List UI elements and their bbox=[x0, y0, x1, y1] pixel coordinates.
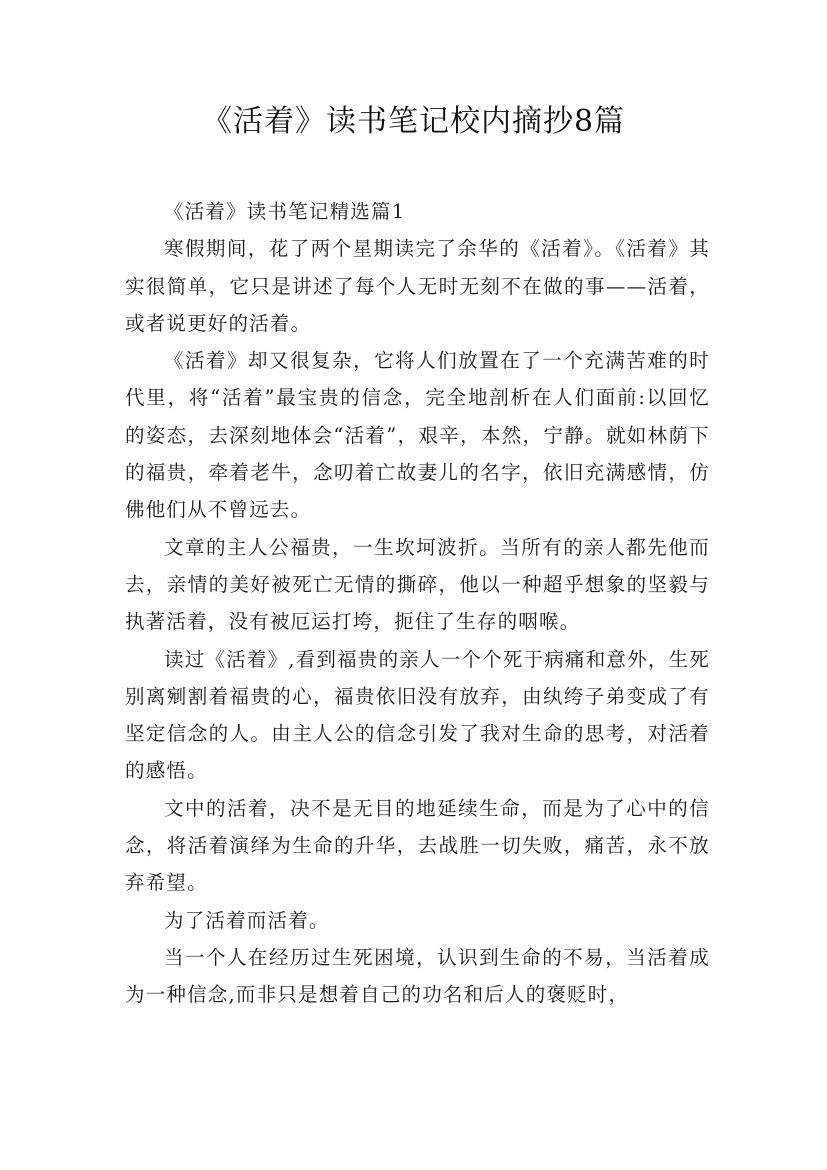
paragraph-1: 寒假期间，花了两个星期读完了余华的《活着》。《活着》其实很简单，它只是讲述了每个人无时无刻不在做的事——活着，或者说更好的活着。 bbox=[125, 237, 710, 335]
section-heading: 《活着》读书笔记精选篇1 bbox=[164, 200, 406, 223]
paragraph-3: 文章的主人公福贵，一生坎坷波折。当所有的亲人都先他而去，亲情的美好被死亡无情的撕碎，他以一种超乎想象的坚毅与执著活着，没有被厄运打垮，扼住了生存的咽喉。 bbox=[125, 535, 710, 634]
document-body bbox=[125, 193, 710, 1014]
paragraph-6: 为了活着而活着。 bbox=[164, 908, 330, 932]
paragraph-2: 《活着》却又很复杂，它将人们放置在了一个充满苦难的时代里，将“活着”最宝贵的信念，完全地剖析在人们面前:以回忆的姿态，去深刻地体会“活着”，艰辛，本然，宁静。就如林荫下的福贵，牵着老牛，念叨着亡故妻儿的名字，依旧充满感情，仿佛他们从不曾远去。 bbox=[125, 349, 710, 522]
paragraph-4: 读过《活着》,看到福贵的亲人一个个死于病痛和意外，生死别离剜割着福贵的心，福贵依旧没有放弃，由纨绔子弟变成了有坚定信念的人。由主人公的信念引发了我对生命的思考，对活着的感悟。 bbox=[125, 647, 710, 783]
document-title: 《活着》读书笔记校内摘抄8篇 bbox=[201, 104, 626, 139]
paragraph-7: 当一个人在经历过生死困境，认识到生命的不易，当活着成为一种信念,而非只是想着自己的功名和后人的褒贬时， bbox=[125, 945, 710, 1007]
paragraph-5: 文中的活着，决不是无目的地延续生命，而是为了心中的信念，将活着演绎为生命的升华，去战胜一切失败，痛苦，永不放弃希望。 bbox=[125, 796, 710, 895]
